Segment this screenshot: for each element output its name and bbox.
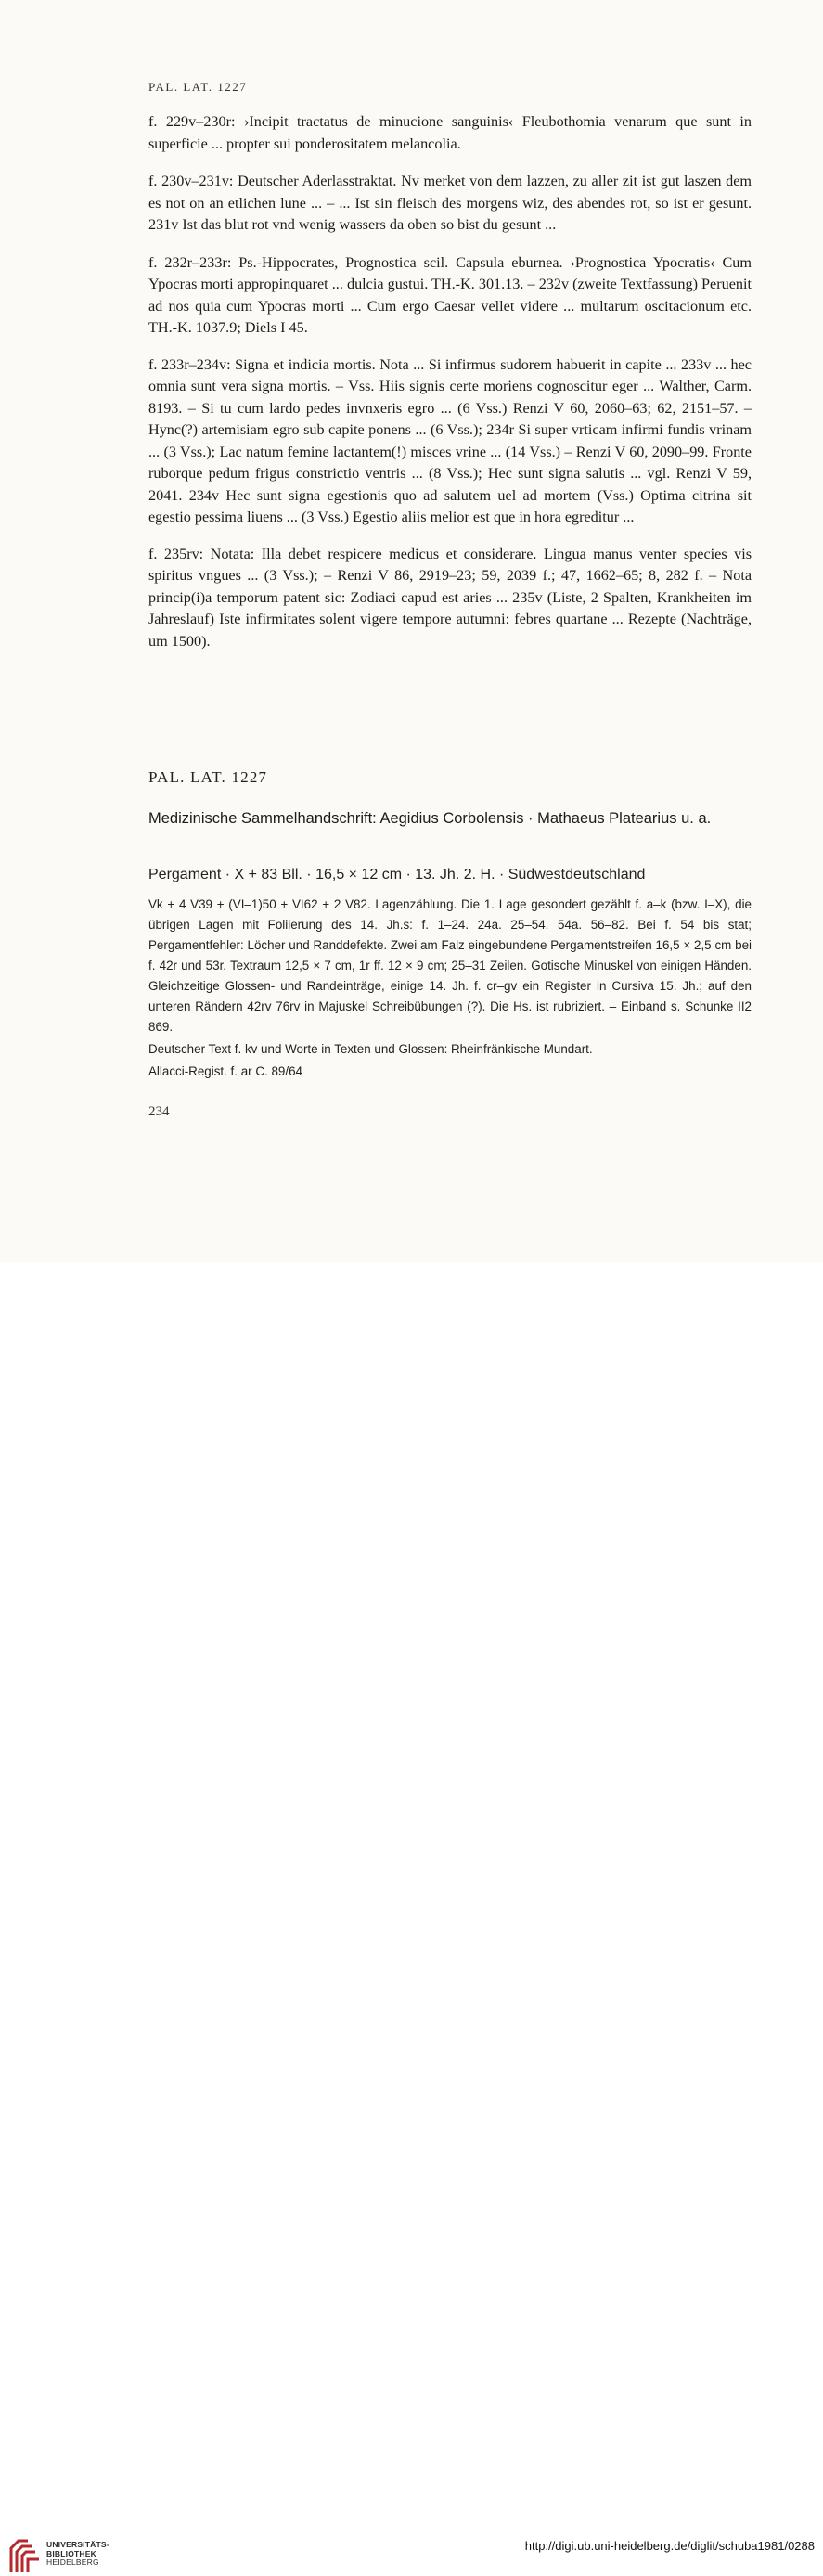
manuscript-physical-description: Pergament · X + 83 Bll. · 16,5 × 12 cm · 13. Jh. 2. H. · Südwestdeutschland — [148, 867, 646, 882]
description-paragraph: Vk + 4 V39 + (VI–1)50 + VI62 + 2 V82. Lagenzählung. Die 1. Lage gesondert gezählt f. a–k (bzw. I–X), die übrigen Lagen mit Foliierung des 14. Jh.s: f. 1–24. 24a. 25–54. 54a. 56–82. Bei f. 54 bis stat; Pergamentfehler: Löcher und Randdefekte. Zwei am Falz eingebundene Pergamentstreifen 16,5 × 2,5 cm bei f. 42r und 53r. Textraum 12,5 × 7 cm, 1r ff. 12 × 9 cm; 25–31 Zeilen. Gotische Minuskel von einigen Händen. Gleichzeitige Glossen- und Randeinträge, einige 14. Jh. f. cr–gv ein Register in Cursiva 15. Jh.; auf den unteren Rändern 42rv 76rv in Majuskel Schreibübungen (?). Die Hs. ist rubriziert. – Einband s. Schunke II2 869. — [148, 897, 752, 1034]
content-entry: f. 229v–230r: ›Incipit tractatus de minucione sanguinis‹ Fleubothomia venarum que sunt in superficie ... propter sui ponderositatem melancolia. — [148, 113, 752, 152]
library-name — [46, 2541, 109, 2568]
description-paragraph: Allacci-Regist. f. ar C. 89/64 — [148, 1064, 302, 1078]
manuscript-description — [148, 895, 752, 1084]
manuscript-sigle: PAL. LAT. 1227 — [148, 768, 268, 786]
description-paragraph: Deutscher Text f. kv und Worte in Texten und Glossen: Rheinfränkische Mundart. — [148, 1042, 593, 1056]
page-number: 234 — [148, 1104, 170, 1119]
running-head: PAL. LAT. 1227 — [148, 80, 248, 94]
library-name-line: BIBLIOTHEK — [46, 2548, 96, 2558]
library-name-line: UNIVERSITÄTS- — [46, 2540, 109, 2549]
content-entry: f. 233r–234v: Signa et indicia mortis. Nota ... Si infirmus sudorem habuerit in capite ... 233v ... hec omnia sunt vera signa mortis. – Vss. Hiis signis certe moriens cognoscitur eger ... Walther, Carm. 8193. – Si tu cum lardo pedes invnxeris egro ... (6 Vss.) Renzi V 60, 2060–63; 62, 2151–57. – Hync(?) artemisiam egro sub capite ponens ... (6 Vss.); 234r Si super vrticam infirmi fundis vrinam ... (3 Vss.); Lac natum femine lactantem(!) misces vrine ... (14 Vss.) – Renzi V 60, 2090–99. Fronte ruborque pedum frigus constrictio ventris ... (8 Vss.); Hec sunt signa salutis ... vgl. Renzi V 59, 2041. 234v Hec sunt signa egestionis quo ad salutem uel ad mortem (Vss.) Optima citrina sit egestio pessima liuens ... (3 Vss.) Egestio aliis melior est que in hora egreditur ... — [148, 355, 752, 525]
content-entries — [148, 111, 752, 668]
source-url-link[interactable]: http://digi.ub.uni-heidelberg.de/diglit/schuba1981/0288 — [524, 2539, 815, 2553]
manuscript-title: Medizinische Sammelhandschrift: Aegidius Corbolensis · Mathaeus Platearius u. a. — [148, 810, 712, 827]
content-entry: f. 230v–231v: Deutscher Aderlasstraktat. Nv merket von dem lazzen, zu aller zit ist gut laszen dem es not on an etlichen lune ... – ... Ist sin fleisch des morgens wiz, des abendes rot, so ist er gesunt. 231v Ist das blut rot vnd wenig wassers da oben so bist du gesunt ... — [148, 173, 752, 233]
content-entry: f. 232r–233r: Ps.-Hippocrates, Prognostica scil. Capsula eburnea. ›Prognostica Ypocratis‹ Cum Ypocras morti appropinquaret ... dulcia gustui. TH.-K. 301.13. – 232v (zweite Textfassung) Peruenit ad nos quia cum Ypocras morti ... Cum ergo Caesar vellet videre ... multarum oscitacionum etc. TH.-K. 1037.9; Diels I 45. — [148, 253, 752, 336]
document-page — [0, 0, 823, 1262]
library-name-line: HEIDELBERG — [46, 2557, 99, 2567]
footer — [0, 1262, 823, 2567]
content-entry: f. 235rv: Notata: Illa debet respicere medicus et considerare. Lingua manus venter species vis spiritus vngues ... (3 Vss.); – Renzi V 86, 2919–23; 59, 2039 f.; 47, 1662–65; 8, 282 f. – Nota princip(i)a temporum patent sic: Zodiaci capud est aries ... 235v (Liste, 2 Spalten, Krankheiten im Jahreslauf) Iste infirmitates solent vigere tempore autumni: febres quartane ... Rezepte (Nachträge, um 1500). — [148, 545, 752, 650]
library-logo-icon — [7, 2535, 41, 2576]
